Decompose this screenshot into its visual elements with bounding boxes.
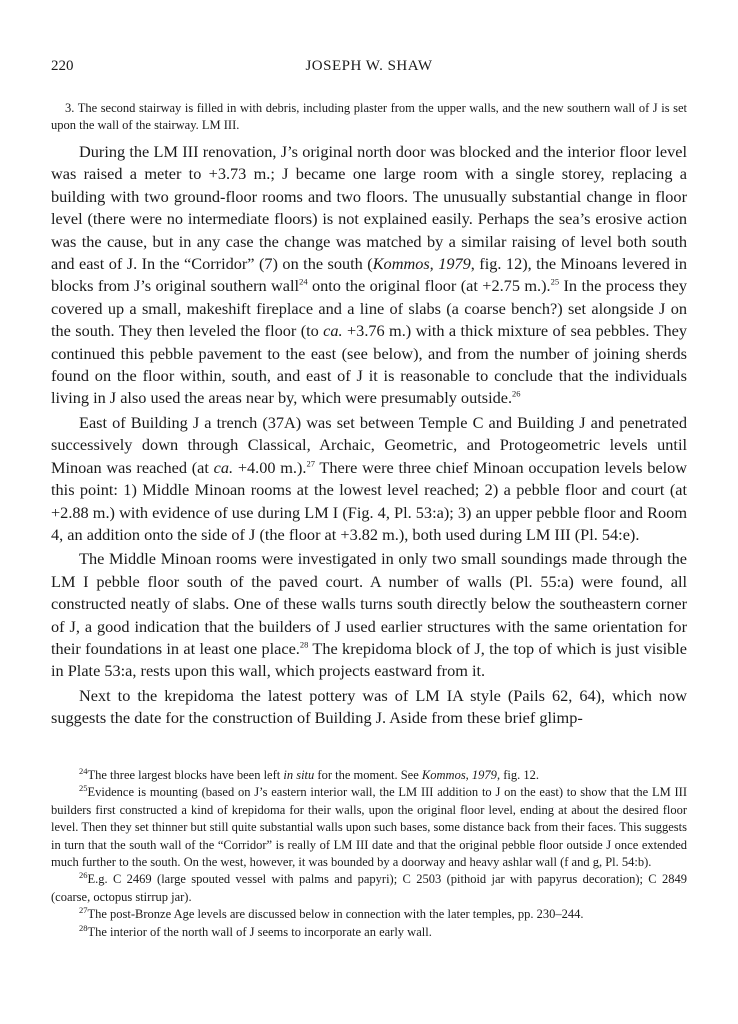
text-run: , fig. 12), the Minoans levered in blocks from J’s original southern wall <box>51 254 687 296</box>
paragraph-4 <box>51 685 687 730</box>
text-run: for the moment. See <box>314 768 422 782</box>
circa-abbrev: ca. <box>323 321 343 341</box>
footnote-number: 25 <box>79 783 88 794</box>
paragraph-2 <box>51 412 687 546</box>
text-run: +4.00 m.). <box>233 457 307 477</box>
text-run: onto the original floor (at +2.75 m.). <box>307 276 551 296</box>
footnote-ref: 24 <box>299 277 308 288</box>
footnote-ref: 28 <box>299 639 309 650</box>
footnote-ref: 25 <box>550 277 560 288</box>
footnote-25 <box>51 784 687 871</box>
text-run: During the LM III renovation, J’s original north door was blocked and the interior floor level was raised a meter to +3.73 m.; J became one large room with a single storey, replacing a building with two ground-floor rooms and two floors. The unusually substantial change in floor level (there were no intermediate floors) is not explained easily. Perhaps the sea’s erosive action was the cause, but in any case the change was matched by a similar raising of level both south and east of J. In the “Corridor” (7) on the south ( <box>51 142 687 274</box>
page-number: 220 <box>51 58 74 74</box>
text-run: The krepidoma block of J, the top of which is just visible in Plate 53:a, rests upon this wall, which projects eastward from it. <box>51 638 687 681</box>
paragraph-1 <box>51 141 687 410</box>
footnote-number: 27 <box>79 905 88 916</box>
page-header <box>51 58 687 80</box>
footnote-ref: 26 <box>512 389 521 400</box>
text-run: Evidence is mounting (based on J’s eastern interior wall, the LM III addition to J on the east) to show that the LM III builders first constructed a kind of krepidoma for their walls, upon the original floor level, ending at about the desired floor level. Then they set thinner but still quite substantial walls upon such bases, some distance back from their faces. This suggests in turn that the south wall of the “Corridor” is really of LM III date and that the original pebble floor outside J once extended much further to the south. On the west, however, it was bounded by a doorway and heavy ashlar wall (f and g, Pl. 54:b). <box>51 785 687 870</box>
footnote-28 <box>51 924 687 941</box>
text-run: Next to the krepidoma the latest pottery was of LM IA style (Pails 62, 64), which now suggests the date for the construction of Building J. Aside from these brief glimp- <box>51 685 687 728</box>
paragraph-3 <box>51 548 687 682</box>
footnote-number: 28 <box>79 922 88 933</box>
latin-term: in situ <box>283 768 315 782</box>
text-run: There were three chief Minoan occupation levels below this point: 1) Middle Minoan rooms at the lowest level reached; 2) a pebble floor and court (at +2.88 m.) with evidence of use during LM I (Fig. 4, Pl. 53:a); 3) an upper pebble floor and Room 4, an addition onto the side of J (the floor at +3.82 m.), both used during LM III (Pl. 54:e). <box>51 457 688 544</box>
footnote-26 <box>51 871 687 906</box>
footnote-ref: 27 <box>306 458 315 469</box>
circa-abbrev: ca. <box>213 457 234 477</box>
text-run: , fig. 12. <box>496 768 539 782</box>
text-run: E.g. C 2469 (large spouted vessel with palms and papyri); C 2503 (pithoid jar with papyrus decoration); C 2849 (coarse, octopus stirrup jar). <box>51 872 687 904</box>
citation: Kommos, 1979 <box>372 254 471 274</box>
footnote-number: 26 <box>79 870 88 881</box>
running-head: JOSEPH W. SHAW <box>305 58 433 74</box>
citation: Kommos, 1979 <box>421 768 497 782</box>
footnote-number: 24 <box>79 765 88 776</box>
text-run: The post-Bronze Age levels are discussed below in connection with the later temples, pp. 230–244. <box>87 907 584 922</box>
figure-caption: 3. The second stairway is filled in with debris, including plaster from the upper walls, and the new southern wall of J is set upon the wall of the stairway. LM III. <box>51 101 687 132</box>
footnote-24 <box>51 767 687 784</box>
text-run: The three largest blocks have been left <box>87 768 284 782</box>
text-run: In the process they covered up a small, makeshift fireplace and a line of slabs (a coarse bench?) set alongside J on the south. They then leveled the floor (to <box>51 276 687 341</box>
main-text <box>51 100 687 732</box>
footnote-27 <box>51 906 687 923</box>
text-run: +3.76 m.) with a thick mixture of sea pebbles. They continued this pebble pavement to the east (see below), and from the number of joining sherds found on the floor within, south, and east of J it is reasonable to conclude that the individuals living in J also used the areas near by, which were presumably outside. <box>51 321 687 408</box>
footnotes <box>51 767 687 941</box>
text-run: East of Building J a trench (37A) was set between Temple C and Building J and penetrated successively down through Classical, Archaic, Geometric, and Protogeometric levels until Minoan was reached (at <box>51 412 687 477</box>
text-run: The interior of the north wall of J seems to incorporate an early wall. <box>87 924 432 939</box>
text-run: The Middle Minoan rooms were investigated in only two small soundings made through the LM I pebble floor south of the paved court. A number of walls (Pl. 55:a) were found, all constructed neatly of slabs. One of these walls turns south directly below the southeastern corner of J, a good indication that the builders of J used earlier structures with the same orientation for their foundations in at least one place. <box>51 549 687 658</box>
